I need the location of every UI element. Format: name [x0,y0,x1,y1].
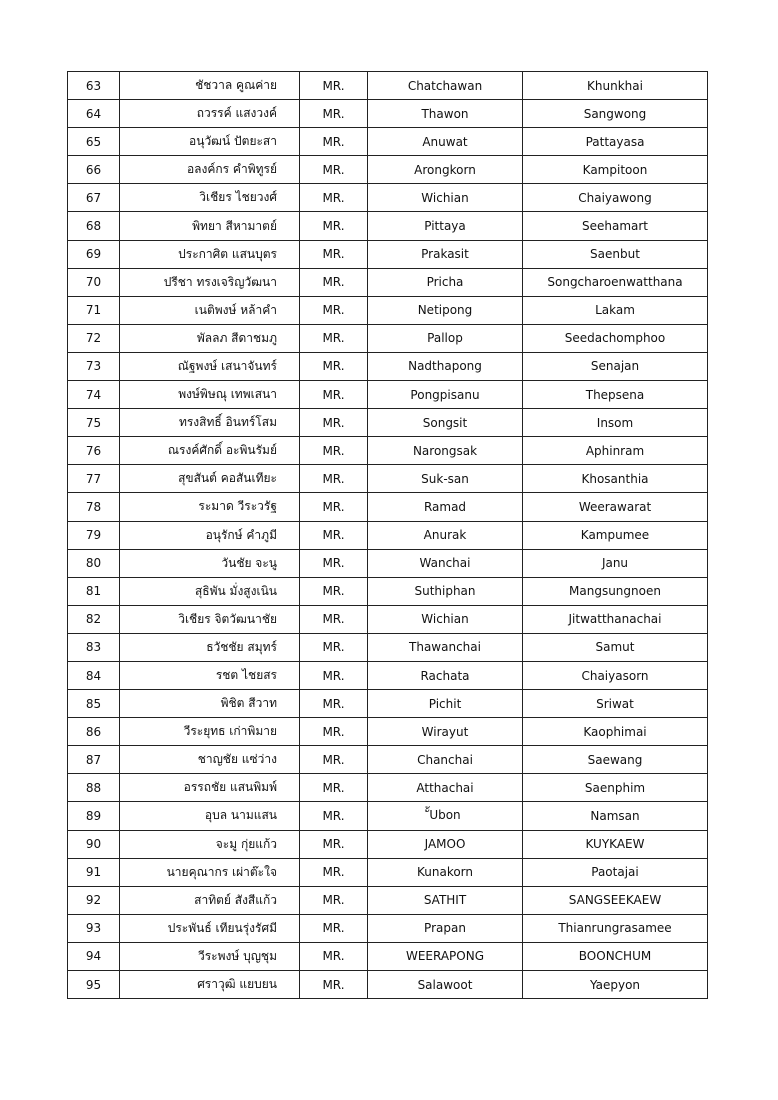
first-name-cell: Pichit [368,690,523,718]
thai-name-cell: พงษ์พิษณุ เทพเสนา [120,381,300,409]
thai-name-cell: อนุวัฒน์ ปัตยะสา [120,128,300,156]
thai-name-cell: นายคุณากร เผ่าต๊ะใจ [120,858,300,886]
row-number-cell: 69 [68,240,120,268]
thai-name-cell: พิทยา สีหามาตย์ [120,212,300,240]
first-name-cell: Chanchai [368,746,523,774]
last-name-cell: Seedachomphoo [523,324,708,352]
roster-sheet [67,71,707,999]
last-name-cell: Pattayasa [523,128,708,156]
last-name-cell: Khunkhai [523,72,708,100]
row-number-cell: 92 [68,886,120,914]
first-name-cell: Nadthapong [368,352,523,380]
title-cell: MR. [300,858,368,886]
first-name-cell: Prakasit [368,240,523,268]
table-row [68,296,708,324]
title-cell: MR. [300,774,368,802]
title-cell: MR. [300,493,368,521]
table-row [68,971,708,999]
last-name-cell: KUYKAEW [523,830,708,858]
title-cell: MR. [300,465,368,493]
thai-name-cell: สุธิพัน มั่งสูงเนิน [120,577,300,605]
thai-name-cell: พิชิต สีวาท [120,690,300,718]
table-row [68,802,708,830]
last-name-cell: Namsan [523,802,708,830]
first-name-cell: Wichian [368,605,523,633]
last-name-cell: Jitwatthanachai [523,605,708,633]
first-name-cell: Atthachai [368,774,523,802]
first-name-cell: Salawoot [368,971,523,999]
row-number-cell: 76 [68,437,120,465]
row-number-cell: 72 [68,324,120,352]
first-name-cell: Songsit [368,409,523,437]
last-name-cell: Saenbut [523,240,708,268]
first-name-cell: Ramad [368,493,523,521]
thai-name-cell: ศราวุฒิ แยบยน [120,971,300,999]
thai-name-cell: พัลลภ สีดาชมภู [120,324,300,352]
last-name-cell: Aphinram [523,437,708,465]
title-cell: MR. [300,914,368,942]
row-number-cell: 91 [68,858,120,886]
title-cell: MR. [300,633,368,661]
row-number-cell: 88 [68,774,120,802]
table-row [68,605,708,633]
thai-name-cell: สาทิตย์ สังสีแก้ว [120,886,300,914]
row-number-cell: 85 [68,690,120,718]
table-row [68,324,708,352]
table-row [68,633,708,661]
row-number-cell: 93 [68,914,120,942]
title-cell: MR. [300,971,368,999]
table-row [68,184,708,212]
thai-name-cell: อนุรักษ์ คำภูมี [120,521,300,549]
row-number-cell: 81 [68,577,120,605]
table-row [68,577,708,605]
first-name-cell: Prapan [368,914,523,942]
table-row [68,156,708,184]
thai-name-cell: วันชัย จะนู [120,549,300,577]
title-cell: MR. [300,296,368,324]
title-cell: MR. [300,886,368,914]
row-number-cell: 77 [68,465,120,493]
title-cell: MR. [300,72,368,100]
table-row [68,381,708,409]
row-number-cell: 89 [68,802,120,830]
last-name-cell: Thianrungrasamee [523,914,708,942]
last-name-cell: SANGSEEKAEW [523,886,708,914]
title-cell: MR. [300,212,368,240]
last-name-cell: Seehamart [523,212,708,240]
last-name-cell: Khosanthia [523,465,708,493]
first-name-cell: Wirayut [368,718,523,746]
first-name-cell: Arongkorn [368,156,523,184]
title-cell: MR. [300,437,368,465]
title-cell: MR. [300,802,368,830]
thai-name-cell: อุบล นามแสน [120,802,300,830]
table-row [68,914,708,942]
title-cell: MR. [300,718,368,746]
table-row [68,212,708,240]
first-name-cell: Pallop [368,324,523,352]
table-row [68,352,708,380]
title-cell: MR. [300,184,368,212]
row-number-cell: 80 [68,549,120,577]
table-row [68,830,708,858]
title-cell: MR. [300,409,368,437]
thai-name-cell: ประกาศิต แสนบุตร [120,240,300,268]
last-name-cell: Lakam [523,296,708,324]
thai-name-cell: ปรีชา ทรงเจริญวัฒนา [120,268,300,296]
first-name-cell: Narongsak [368,437,523,465]
row-number-cell: 82 [68,605,120,633]
title-cell: MR. [300,830,368,858]
row-number-cell: 67 [68,184,120,212]
thai-name-cell: วีระยุทธ เก่าพิมาย [120,718,300,746]
thai-name-cell: ณรงค์ศักดิ์ อะพินรัมย์ [120,437,300,465]
first-name-cell: Anurak [368,521,523,549]
thai-name-cell: อรรถชัย แสนพิมพ์ [120,774,300,802]
first-name-cell: WEERAPONG [368,942,523,970]
thai-name-cell: สุขสันต์ คอสันเทียะ [120,465,300,493]
title-cell: MR. [300,240,368,268]
row-number-cell: 95 [68,971,120,999]
first-name-cell: Anuwat [368,128,523,156]
row-number-cell: 64 [68,100,120,128]
first-name-cell: SATHIT [368,886,523,914]
last-name-cell: Songcharoenwatthana [523,268,708,296]
thai-name-cell: รชต ไชยสร [120,661,300,689]
table-row [68,690,708,718]
first-name-cell: JAMOO [368,830,523,858]
title-cell: MR. [300,156,368,184]
row-number-cell: 68 [68,212,120,240]
table-row [68,100,708,128]
table-row [68,858,708,886]
row-number-cell: 90 [68,830,120,858]
title-cell: MR. [300,661,368,689]
title-cell: MR. [300,942,368,970]
title-cell: MR. [300,690,368,718]
title-cell: MR. [300,128,368,156]
title-cell: MR. [300,549,368,577]
table-row [68,240,708,268]
title-cell: MR. [300,352,368,380]
title-cell: MR. [300,521,368,549]
thai-name-cell: ประพันธ์ เทียนรุ่งรัศมี [120,914,300,942]
table-row [68,521,708,549]
last-name-cell: Insom [523,409,708,437]
row-number-cell: 78 [68,493,120,521]
title-cell: MR. [300,381,368,409]
last-name-cell: Saewang [523,746,708,774]
last-name-cell: Kaophimai [523,718,708,746]
row-number-cell: 63 [68,72,120,100]
first-name-cell: Rachata [368,661,523,689]
last-name-cell: Chaiyasorn [523,661,708,689]
thai-name-cell: ระมาด วีระวรัฐ [120,493,300,521]
row-number-cell: 65 [68,128,120,156]
first-name-cell: Suk-san [368,465,523,493]
row-number-cell: 79 [68,521,120,549]
first-name-cell: ั้Ubon [368,802,523,830]
table-row [68,437,708,465]
table-row [68,661,708,689]
table-row [68,409,708,437]
first-name-cell: Suthiphan [368,577,523,605]
last-name-cell: Samut [523,633,708,661]
table-row [68,72,708,100]
table-row [68,718,708,746]
row-number-cell: 84 [68,661,120,689]
row-number-cell: 83 [68,633,120,661]
thai-name-cell: วิเชียร ไชยวงศ์ [120,184,300,212]
row-number-cell: 74 [68,381,120,409]
title-cell: MR. [300,100,368,128]
roster-table-body [68,72,708,999]
first-name-cell: Wichian [368,184,523,212]
thai-name-cell: ถวรรค์ แสงวงค์ [120,100,300,128]
first-name-cell: Pittaya [368,212,523,240]
thai-name-cell: ณัฐพงษ์ เสนาจันทร์ [120,352,300,380]
table-row [68,128,708,156]
table-row [68,886,708,914]
row-number-cell: 70 [68,268,120,296]
thai-name-cell: ธวัชชัย สมุทร์ [120,633,300,661]
table-row [68,549,708,577]
table-row [68,774,708,802]
title-cell: MR. [300,605,368,633]
last-name-cell: Kampitoon [523,156,708,184]
first-name-cell: Wanchai [368,549,523,577]
thai-name-cell: วิเชียร จิตวัฒนาชัย [120,605,300,633]
table-row [68,746,708,774]
title-cell: MR. [300,268,368,296]
last-name-cell: Sriwat [523,690,708,718]
first-name-cell: Kunakorn [368,858,523,886]
last-name-cell: Sangwong [523,100,708,128]
thai-name-cell: จะมู กุ่ยแก้ว [120,830,300,858]
title-cell: MR. [300,577,368,605]
thai-name-cell: อลงค์กร คำพิทูรย์ [120,156,300,184]
row-number-cell: 86 [68,718,120,746]
thai-name-cell: ชาญชัย แซ่ว่าง [120,746,300,774]
last-name-cell: Saenphim [523,774,708,802]
last-name-cell: Weerawarat [523,493,708,521]
row-number-cell: 94 [68,942,120,970]
title-cell: MR. [300,324,368,352]
title-cell: MR. [300,746,368,774]
row-number-cell: 73 [68,352,120,380]
row-number-cell: 71 [68,296,120,324]
first-name-cell: Chatchawan [368,72,523,100]
last-name-cell: Senajan [523,352,708,380]
last-name-cell: Thepsena [523,381,708,409]
row-number-cell: 66 [68,156,120,184]
last-name-cell: Janu [523,549,708,577]
thai-name-cell: เนติพงษ์ หล้าคำ [120,296,300,324]
thai-name-cell: วีระพงษ์ บุญชุม [120,942,300,970]
first-name-cell: Pricha [368,268,523,296]
table-row [68,268,708,296]
table-row [68,493,708,521]
last-name-cell: Kampumee [523,521,708,549]
last-name-cell: Yaepyon [523,971,708,999]
first-name-cell: Pongpisanu [368,381,523,409]
first-name-cell: Thawanchai [368,633,523,661]
thai-name-cell: ทรงสิทธิ์ อินทร์โสม [120,409,300,437]
row-number-cell: 75 [68,409,120,437]
roster-table [67,71,708,999]
table-row [68,465,708,493]
thai-name-cell: ชัชวาล คูณค่าย [120,72,300,100]
first-name-cell: Netipong [368,296,523,324]
last-name-cell: Chaiyawong [523,184,708,212]
table-row [68,942,708,970]
last-name-cell: Paotajai [523,858,708,886]
last-name-cell: BOONCHUM [523,942,708,970]
row-number-cell: 87 [68,746,120,774]
last-name-cell: Mangsungnoen [523,577,708,605]
first-name-cell: Thawon [368,100,523,128]
